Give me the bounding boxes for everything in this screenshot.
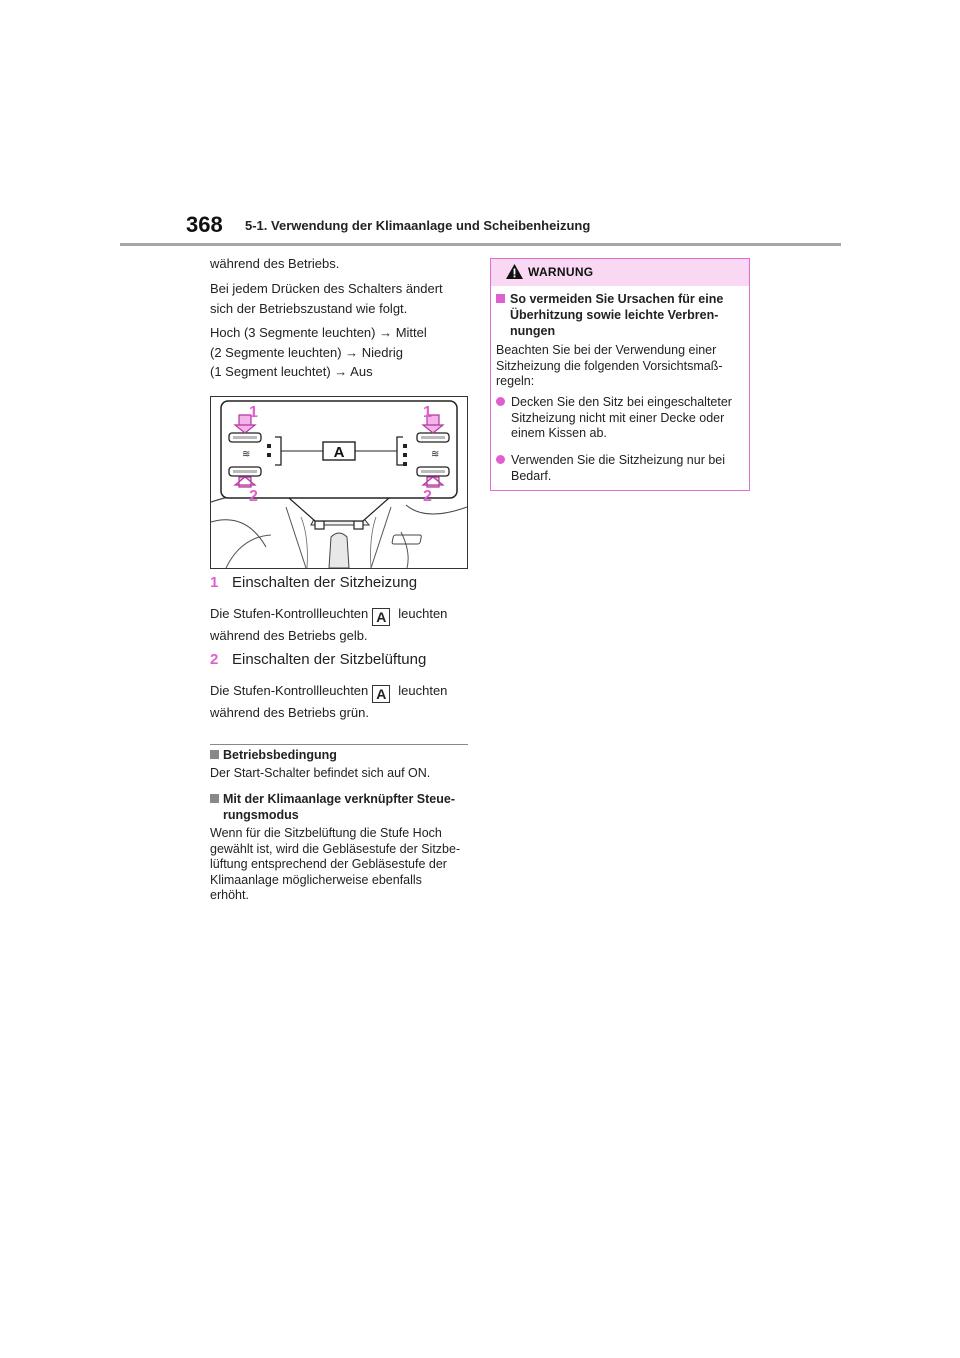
seat-icon: ≋ [431, 449, 440, 460]
bullet-dot-icon [496, 455, 505, 464]
item-title: Einschalten der Sitzbelüftung [232, 651, 427, 668]
bullet-dot-icon [496, 397, 505, 406]
warning-triangle-icon [505, 263, 524, 280]
page-number: 368 [186, 212, 223, 237]
text-segment: leuchten [398, 683, 448, 698]
item-1-text [210, 606, 468, 648]
indicator-a-badge: A [372, 608, 390, 626]
warning-title: WARNUNG [528, 265, 594, 279]
square-bullet-icon [210, 750, 219, 759]
warning-bullet-text: Decken Sie den Sitz bei eingeschalteter [511, 395, 732, 409]
warning-bullet-line: einem Kissen ab. [511, 426, 607, 440]
note-body-line: Wenn für die Sitzbelüftung die Stufe Hoch [210, 826, 442, 840]
warning-bullet-2 [496, 453, 725, 484]
square-bullet-icon [496, 294, 505, 303]
warning-intro-line: regeln: [496, 374, 535, 388]
text-line: (2 Segmente leuchten) → Niedrig [210, 344, 403, 360]
seat-switch-illustration [210, 396, 468, 569]
item-1-heading [210, 574, 417, 591]
note-heading [210, 792, 468, 808]
warning-intro [496, 343, 723, 390]
text-segment: Die Stufen-Kontrollleuchten [210, 606, 369, 621]
warning-bullet-text: Verwenden Sie die Sitzheizung nur bei [511, 453, 726, 467]
dashboard-drawing [211, 397, 467, 568]
callout-1-right: 1 [423, 404, 432, 421]
text-line: während des Betriebs grün. [210, 705, 369, 720]
item-number: 2 [210, 651, 219, 668]
warning-heading [496, 291, 723, 339]
intro-paragraph-3 [210, 325, 468, 384]
text-segment: Die Stufen-Kontrollleuchten [210, 683, 369, 698]
callout-1-left: 1 [249, 404, 258, 421]
indicator-a-badge: A [372, 685, 390, 703]
item-number: 1 [210, 574, 219, 591]
label-a: A [333, 444, 345, 461]
note-body-line: Klimaanlage möglicherweise ebenfalls [210, 872, 422, 887]
section-title: 5-1. Verwendung der Klimaanlage und Scheibenheizung [245, 218, 591, 233]
item-2-text [210, 683, 468, 725]
callout-2-right: 2 [423, 488, 432, 505]
note-betriebsbedingung [210, 748, 468, 784]
note-body-line: erhöht. [210, 888, 249, 902]
text-line: während des Betriebs gelb. [210, 628, 368, 643]
warning-heading-line: nungen [510, 324, 556, 338]
note-heading-text: Betriebsbedingung [223, 748, 337, 762]
note-body-line: Der Start-Schalter befindet sich auf ON. [210, 766, 431, 780]
warning-intro-line: Sitzheizung die folgenden Vorsichtsmaß- [496, 358, 723, 373]
intro-paragraph-2 [210, 281, 468, 320]
warning-heading-line: Überhitzung sowie leichte Verbren- [510, 308, 719, 322]
note-body-line: lüftung entsprechend der Gebläsestufe der [210, 857, 447, 871]
section-divider [210, 744, 468, 745]
text-line: (1 Segment leuchtet) → Aus [210, 364, 373, 379]
square-bullet-icon [210, 794, 219, 803]
text-segment: leuchten [398, 606, 448, 621]
warning-intro-line: Beachten Sie bei der Verwendung einer [496, 343, 717, 357]
intro-text [210, 256, 468, 276]
text-line [210, 606, 468, 628]
item-title: Einschalten der Sitzheizung [232, 574, 418, 591]
warning-heading-text: So vermeiden Sie Ursachen für eine [510, 292, 724, 306]
note-heading [210, 748, 468, 766]
seat-icon: ≋ [242, 449, 251, 460]
callout-2-left: 2 [249, 488, 258, 505]
item-2-heading [210, 651, 426, 668]
header-rule [120, 243, 841, 246]
note-heading: rungsmodus [223, 808, 299, 822]
warning-heading-line [496, 291, 723, 307]
right-switch-marker [354, 521, 363, 529]
note-body-line: gewählt ist, wird die Gebläsestufe der Sitzbe- [210, 841, 461, 856]
warning-bullet-line: Bedarf. [511, 468, 552, 483]
warning-bullet-1 [496, 395, 732, 442]
note-heading-text: Mit der Klimaanlage verknüpfter Steue- [223, 792, 456, 806]
text-line: Bei jedem Drücken des Schalters ändert [210, 281, 443, 296]
note-steuerungsmodus [210, 792, 468, 904]
warning-bullet-line [496, 453, 725, 469]
warning-bullet-line [496, 395, 732, 411]
text-line [210, 683, 468, 705]
text-line: sich der Betriebszustand wie folgt. [210, 300, 408, 316]
intro-line: während des Betriebs. [210, 256, 340, 271]
text-line: Hoch (3 Segmente leuchten) → Mittel [210, 325, 427, 340]
warning-bullet-line: Sitzheizung nicht mit einer Decke oder [511, 410, 725, 425]
left-switch-marker [315, 521, 324, 529]
